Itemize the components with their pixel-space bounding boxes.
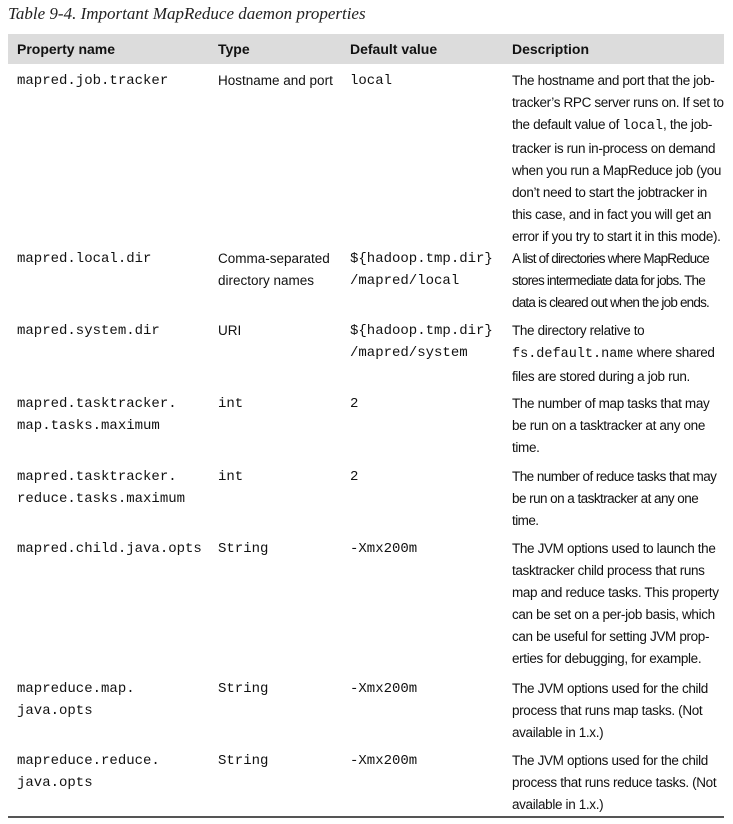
property-name-cell [17, 320, 212, 342]
default-value-cell [350, 466, 505, 488]
description-line: tracker’s RPC server runs on. If set to [512, 95, 724, 110]
type-line: URI [218, 323, 242, 338]
description-line: available in 1.x.) [512, 725, 604, 740]
description-line: erties for debugging, for example. [512, 651, 702, 666]
default-value-line: -Xmx200m [350, 681, 418, 697]
default-value-cell [350, 248, 505, 292]
default-value-cell [350, 70, 505, 92]
inline-code: local [622, 119, 664, 134]
description-line: data is cleared out when the job ends. [512, 295, 710, 310]
default-value-line: local [350, 73, 393, 89]
default-value-cell [350, 538, 505, 560]
description-line: The hostname and port that the job- [512, 73, 715, 88]
default-value-line: ${hadoop.tmp.dir} [350, 323, 493, 339]
type-cell [218, 393, 346, 415]
description-line: time. [512, 440, 540, 455]
default-value-line: -Xmx200m [350, 753, 418, 769]
property-name-line: mapred.job.tracker [17, 73, 169, 89]
property-name-line: reduce.tasks.maximum [17, 491, 186, 507]
header-property-name: Property name [17, 41, 116, 57]
description-line: available in 1.x.) [512, 797, 604, 812]
description-line: error if you try to start it in this mode). [512, 229, 721, 244]
header-description: Description [512, 41, 590, 57]
type-cell [218, 70, 346, 92]
description-line [512, 114, 730, 138]
description-line: this case, and in fact you will get an [512, 207, 712, 222]
table-header [8, 34, 724, 64]
description-line [512, 342, 730, 366]
description-cell [512, 70, 730, 248]
description-cell [512, 750, 730, 816]
description-line: map and reduce tasks. This property [512, 585, 719, 600]
type-cell [218, 466, 346, 488]
table-caption: Table 9-4. Important MapReduce daemon properties [8, 4, 366, 23]
description-line: when you run a MapReduce job (you [512, 163, 722, 178]
property-name-cell [17, 538, 212, 560]
description-line: stores intermediate data for jobs. The [512, 273, 705, 288]
description-line: be run on a tasktracker at any one [512, 418, 705, 433]
type-line: String [218, 541, 269, 557]
description-line: don’t need to start the jobtracker in [512, 185, 707, 200]
type-cell [218, 678, 346, 700]
description-line: A list of directories where MapReduce [512, 251, 710, 266]
description-fragment: the default value of [512, 117, 623, 132]
type-cell [218, 538, 346, 560]
description-line: tracker is run in-process on demand [512, 141, 716, 156]
description-fragment: where shared [633, 345, 715, 360]
property-name-cell [17, 750, 212, 794]
property-name-line: mapred.tasktracker. [17, 469, 177, 485]
default-value-line: 2 [350, 469, 359, 485]
property-name-cell [17, 393, 212, 437]
inline-code: fs.default.name [512, 347, 634, 362]
property-name-line: mapred.local.dir [17, 251, 152, 267]
property-name-cell [17, 248, 212, 270]
table-bottom-rule [8, 816, 724, 818]
description-line: can be set on a per-job basis, which [512, 607, 715, 622]
description-fragment: , the job- [663, 117, 713, 132]
type-line: String [218, 681, 269, 697]
description-cell [512, 538, 730, 670]
description-cell [512, 466, 730, 532]
default-value-line: 2 [350, 396, 359, 412]
type-line: Hostname and port [218, 73, 333, 88]
type-line: int [218, 469, 244, 485]
header-type: Type [218, 41, 250, 57]
property-name-line: mapred.child.java.opts [17, 541, 202, 557]
property-name-line: map.tasks.maximum [17, 418, 160, 434]
type-cell [218, 320, 346, 342]
description-line: The JVM options used for the child [512, 681, 708, 696]
description-line: The directory relative to [512, 323, 645, 338]
default-value-line: /mapred/local [350, 273, 460, 289]
description-line: time. [512, 513, 539, 528]
property-name-cell [17, 466, 212, 510]
default-value-line: ${hadoop.tmp.dir} [350, 251, 493, 267]
description-line: tasktracker child process that runs [512, 563, 705, 578]
default-value-cell [350, 750, 505, 772]
property-name-line: mapred.tasktracker. [17, 396, 177, 412]
default-value-cell [350, 678, 505, 700]
default-value-cell [350, 393, 505, 415]
property-name-line: mapred.system.dir [17, 323, 160, 339]
default-value-line: /mapred/system [350, 345, 468, 361]
property-name-cell [17, 70, 212, 92]
type-line: directory names [218, 273, 315, 288]
type-cell [218, 750, 346, 772]
description-cell [512, 248, 730, 314]
default-value-cell [350, 320, 505, 364]
property-name-line: java.opts [17, 703, 93, 719]
description-line: be run on a tasktracker at any one [512, 491, 699, 506]
property-name-line: java.opts [17, 775, 93, 791]
description-line: The JVM options used to launch the [512, 541, 716, 556]
property-name-line: mapreduce.map. [17, 681, 135, 697]
description-line: The number of map tasks that may [512, 396, 710, 411]
description-line: The number of reduce tasks that may [512, 469, 717, 484]
description-line: process that runs reduce tasks. (Not [512, 775, 717, 790]
default-value-line: -Xmx200m [350, 541, 418, 557]
description-line: process that runs map tasks. (Not [512, 703, 703, 718]
description-cell [512, 678, 730, 744]
description-cell [512, 320, 730, 388]
description-cell [512, 393, 730, 459]
description-line: can be useful for setting JVM prop- [512, 629, 710, 644]
description-line: files are stored during a job run. [512, 369, 690, 384]
header-default-value: Default value [350, 41, 438, 57]
property-name-cell [17, 678, 212, 722]
type-line: Comma-separated [218, 251, 330, 266]
property-name-line: mapreduce.reduce. [17, 753, 160, 769]
type-cell [218, 248, 346, 292]
type-line: String [218, 753, 269, 769]
description-line: The JVM options used for the child [512, 753, 708, 768]
type-line: int [218, 396, 244, 412]
